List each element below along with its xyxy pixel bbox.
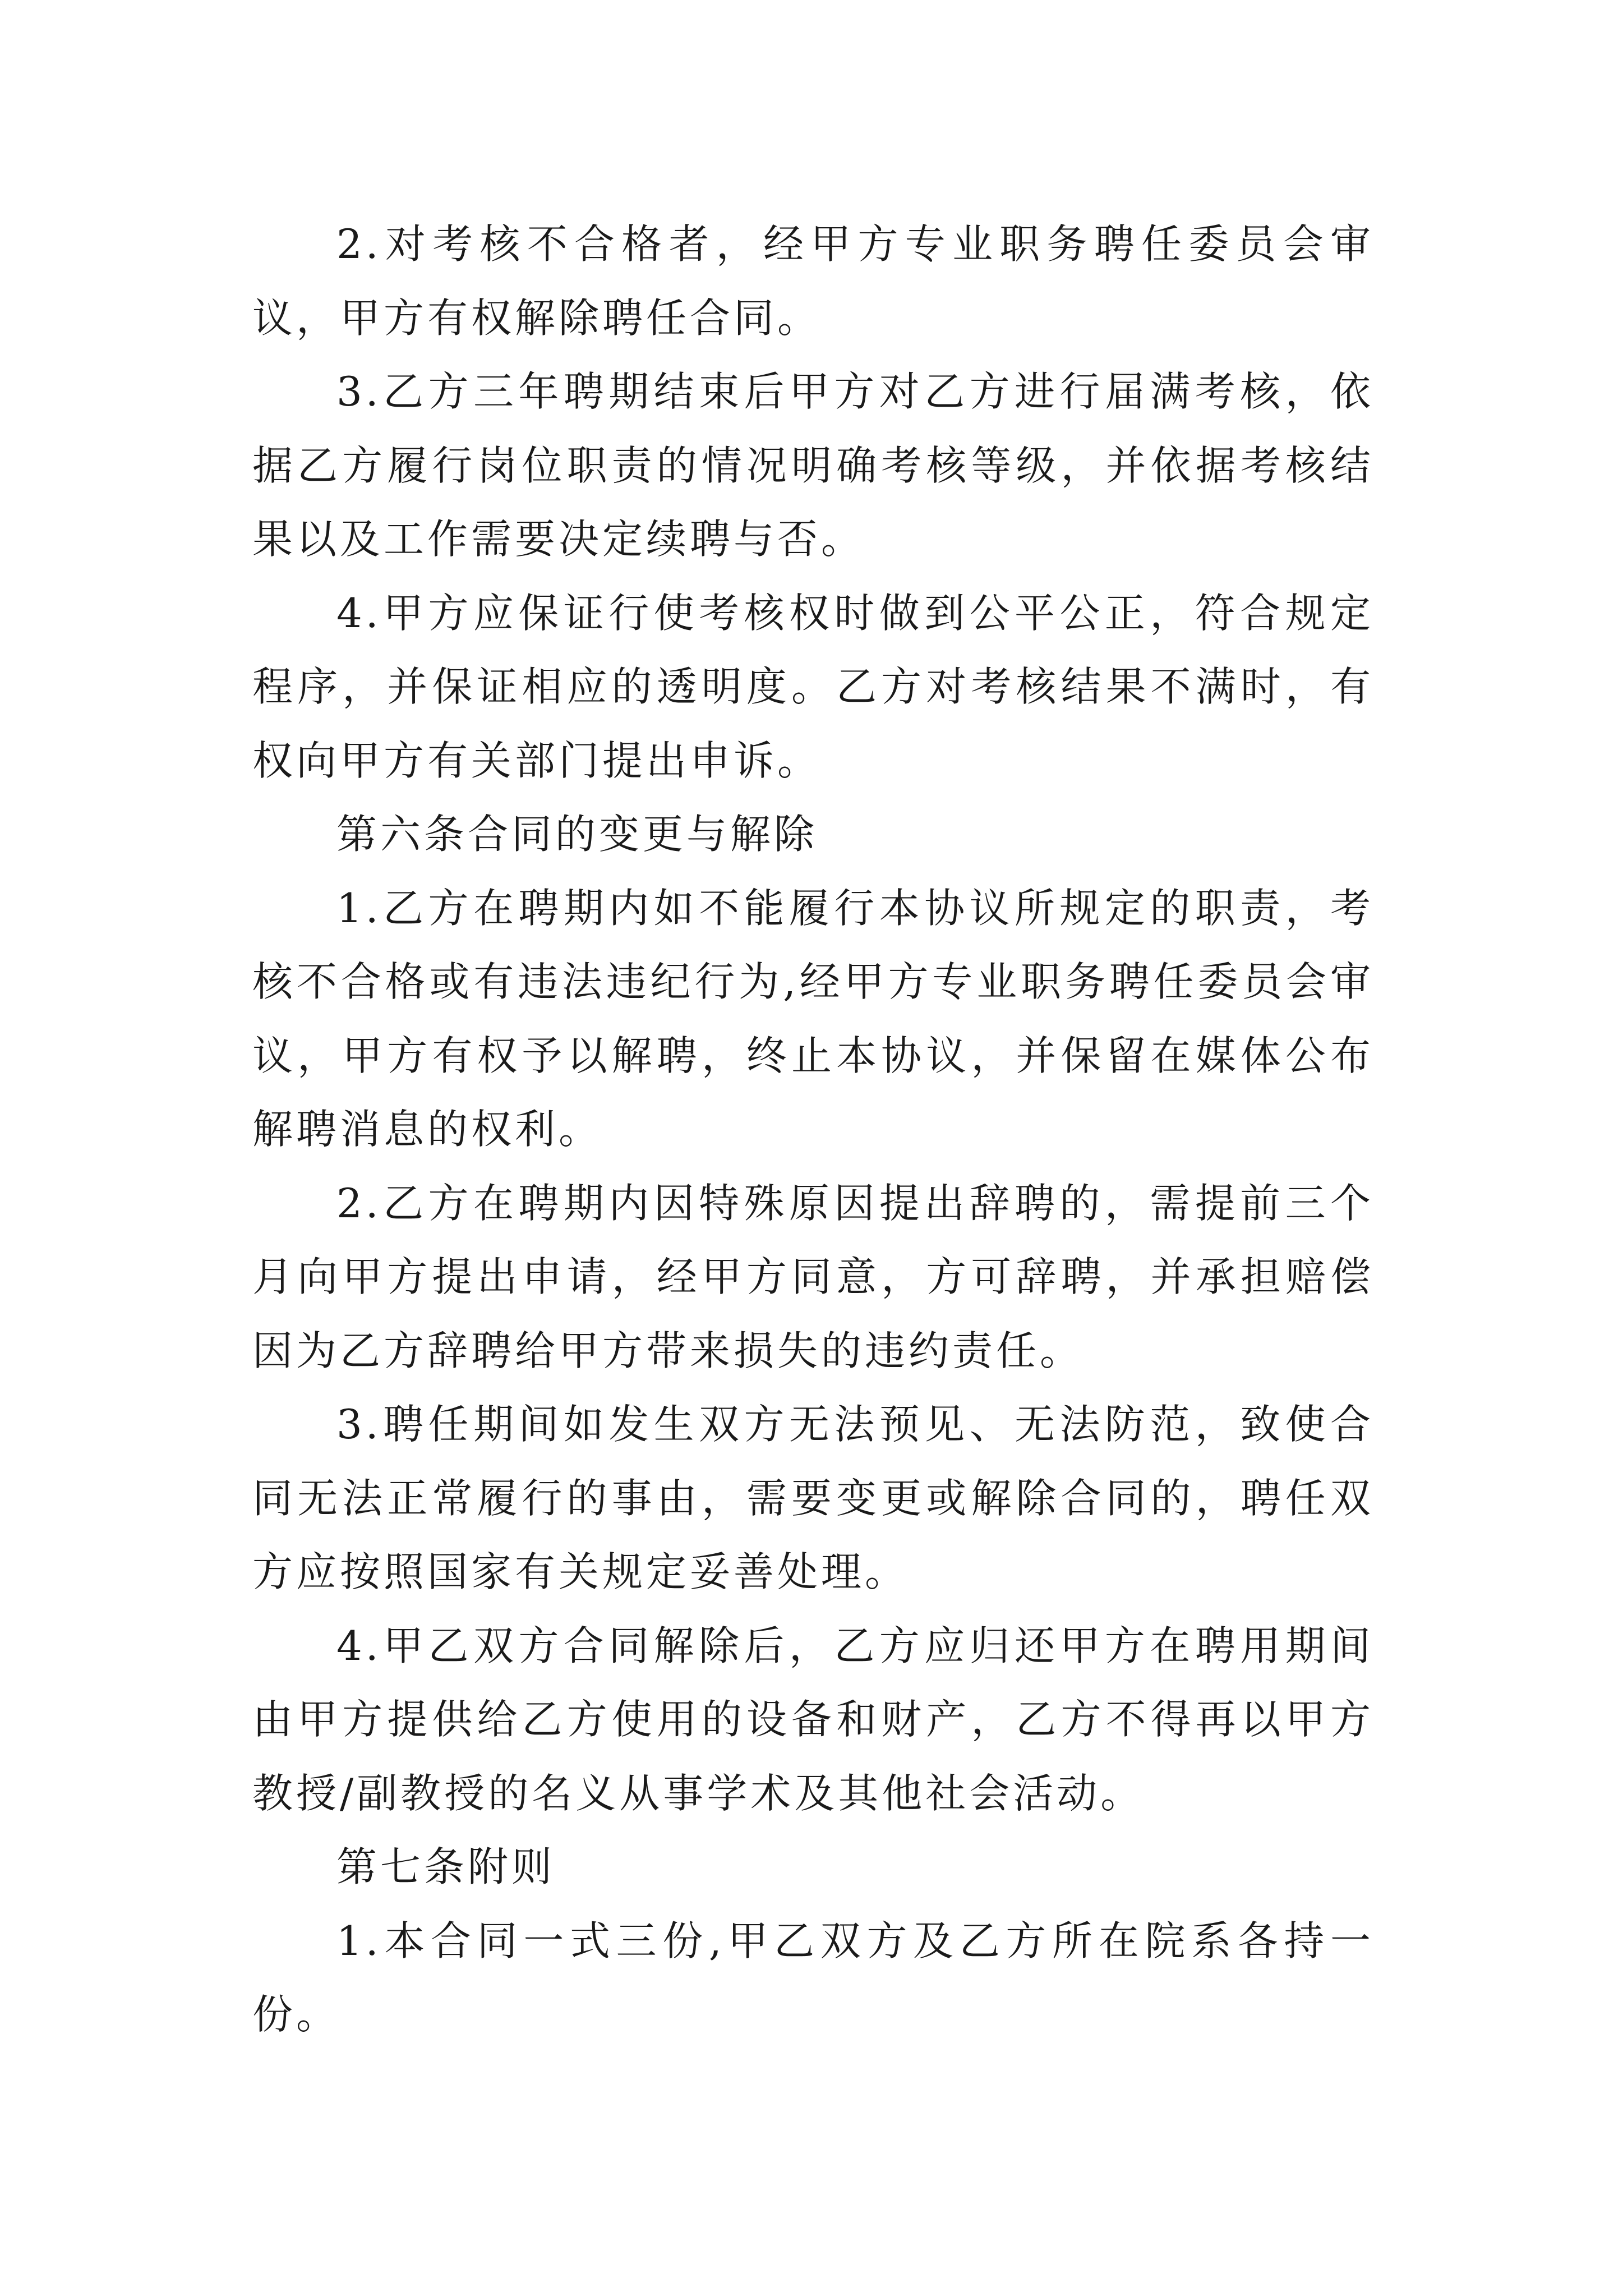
clause-7-heading: 第七条附则 (336, 1843, 556, 1890)
document-page (252, 208, 1374, 2052)
clause-5-item-2: 2.对考核不合格者，经甲方专业职务聘任委员会审议，甲方有权解除聘任合同。 (252, 220, 1374, 342)
clause-5-item-4: 4.甲方应保证行使考核权时做到公平公正，符合规定程序，并保证相应的透明度。乙方对考核结果不满时，有权向甲方有关部门提出申诉。 (252, 589, 1374, 784)
clause-6-heading: 第六条合同的变更与解除 (336, 811, 818, 858)
clause-6-item-3: 3.聘任期间如发生双方无法预见、无法防范，致使合同无法正常履行的事由，需要变更或解除合同的，聘任双方应按照国家有关规定妥善处理。 (252, 1401, 1374, 1595)
clause-6-item-2: 2.乙方在聘期内因特殊原因提出辞聘的，需提前三个月向甲方提出申请，经甲方同意，方可辞聘，并承担赔偿因为乙方辞聘给甲方带来损失的违约责任。 (252, 1179, 1374, 1374)
clause-6-item-1: 1.乙方在聘期内如不能履行本协议所规定的职责，考核不合格或有违法违纪行为,经甲方专业职务聘任委员会审议，甲方有权予以解聘，终止本协议，并保留在媒体公布解聘消息的权利。 (252, 884, 1374, 1153)
clause-7-item-1: 1.本合同一式三份,甲乙双方及乙方所在院系各持一份。 (252, 1917, 1374, 2038)
clause-5-item-3: 3.乙方三年聘期结束后甲方对乙方进行届满考核，依据乙方履行岗位职责的情况明确考核等级，并依据考核结果以及工作需要决定续聘与否。 (252, 368, 1374, 563)
clause-6-item-4: 4.甲乙双方合同解除后，乙方应归还甲方在聘用期间由甲方提供给乙方使用的设备和财产，乙方不得再以甲方教授/副教授的名义从事学术及其他社会活动。 (252, 1622, 1374, 1817)
